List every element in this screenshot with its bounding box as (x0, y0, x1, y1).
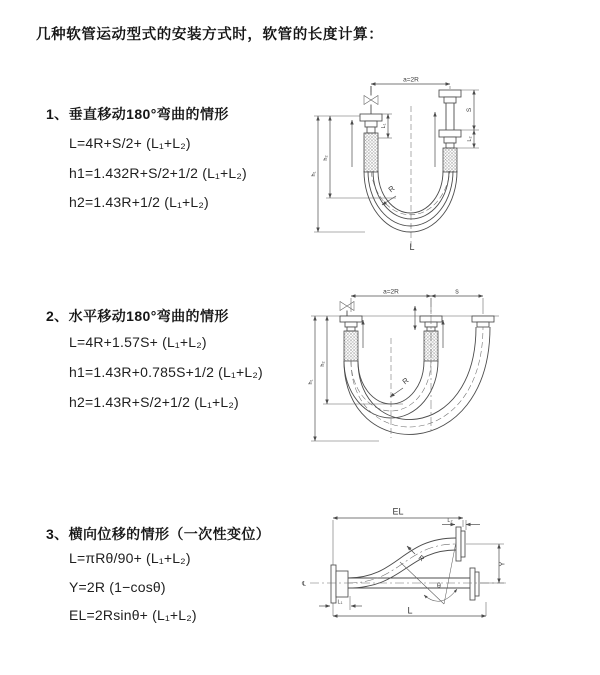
angle-theta-label: θ (437, 583, 441, 590)
dim-label-s: S (466, 107, 473, 113)
dim-label-h2: h₂ (320, 361, 326, 367)
dim-label-l1: L₁ (381, 123, 387, 129)
page-title: 几种软管运动型式的安装方式时，软管的长度计算： (36, 27, 384, 43)
dim-a-2r (371, 77, 450, 93)
dim-label-a2r: a=2R (403, 76, 419, 84)
dim-label-h2: h₂ (323, 155, 329, 161)
dim-label-a2r: a=2R (383, 288, 399, 296)
dim-label-l: L (407, 605, 413, 616)
left-flange (331, 565, 348, 603)
diagram-lateral-displacement (298, 498, 600, 668)
dim-el (333, 507, 463, 617)
section-3-formula-y: Y=2R (1−cosθ) (69, 579, 166, 595)
dim-s-and-l2 (457, 90, 479, 148)
braided-hose-section (344, 331, 358, 361)
section-1-heading: 1、垂直移动180°弯曲的情形 (46, 106, 229, 122)
dim-l1 (319, 596, 362, 610)
section-2-formula-h1: h1=1.43R+0.785S+1/2 (L₁+L₂) (69, 364, 263, 380)
radius-label: R (400, 375, 411, 387)
dim-label-el: EL (392, 506, 404, 517)
dim-label-h1: h₁ (311, 171, 317, 177)
right-flange-fitting (439, 90, 461, 172)
braided-hose-section (364, 133, 378, 172)
section-3-formula-el: EL=2Rsinθ+ (L₁+L₂) (69, 607, 197, 623)
dim-label-l2: L₂ (467, 136, 473, 142)
section-3-formula-l: L=πRθ/90+ (L₁+L₂) (69, 550, 191, 566)
dim-label-l2: L₂ (447, 518, 453, 524)
left-flange-fitting (360, 114, 382, 172)
braided-hose-section (443, 148, 457, 172)
radius-callout (382, 183, 397, 205)
s-curve-hose-displaced-position (348, 538, 456, 588)
dim-label-y: Y (499, 561, 507, 567)
dim-label-l: L (409, 242, 415, 252)
diagram-vertical-180-bend (308, 70, 596, 262)
section-1-formula-l: L=4R+S/2+ (L₁+L₂) (69, 135, 191, 151)
hose-u-bend-arcs (344, 327, 490, 434)
section-1-formula-h2: h2=1.43R+1/2 (L₁+L₂) (69, 194, 209, 210)
dim-a-2r-and-s (351, 289, 483, 315)
diagram-horizontal-180-bend (303, 286, 595, 470)
left-flange-fitting (340, 316, 362, 361)
valve-icon (364, 86, 378, 114)
section-2-formula-h2: h2=1.43R+S/2+1/2 (L₁+L₂) (69, 394, 239, 410)
radius-label: R (386, 183, 397, 195)
section-1-formula-h1: h1=1.432R+S/2+1/2 (L₁+L₂) (69, 165, 247, 181)
valve-icon (340, 302, 354, 317)
radius-label: R (416, 554, 426, 564)
dim-h1-h2 (311, 116, 396, 232)
dim-label-l1: L₁ (337, 599, 343, 606)
section-2-formula-l: L=4R+1.57S+ (L₁+L₂) (69, 334, 207, 350)
dim-label-s: s (455, 288, 459, 296)
radius-callout (390, 375, 411, 397)
dim-l (333, 599, 486, 616)
section-2-heading: 2、水平移动180°弯曲的情形 (46, 308, 229, 324)
hose-u-bend-arcs (364, 171, 457, 232)
centerline-mark: ℄ (302, 581, 306, 588)
right-flange (470, 568, 479, 600)
right-flange-fitting (472, 316, 494, 327)
dim-label-h1: h₁ (308, 379, 314, 385)
angle-construction (400, 542, 457, 604)
section-3-heading: 3、横向位移的情形（一次性变位） (46, 526, 271, 542)
upper-flange-displaced (456, 527, 465, 561)
